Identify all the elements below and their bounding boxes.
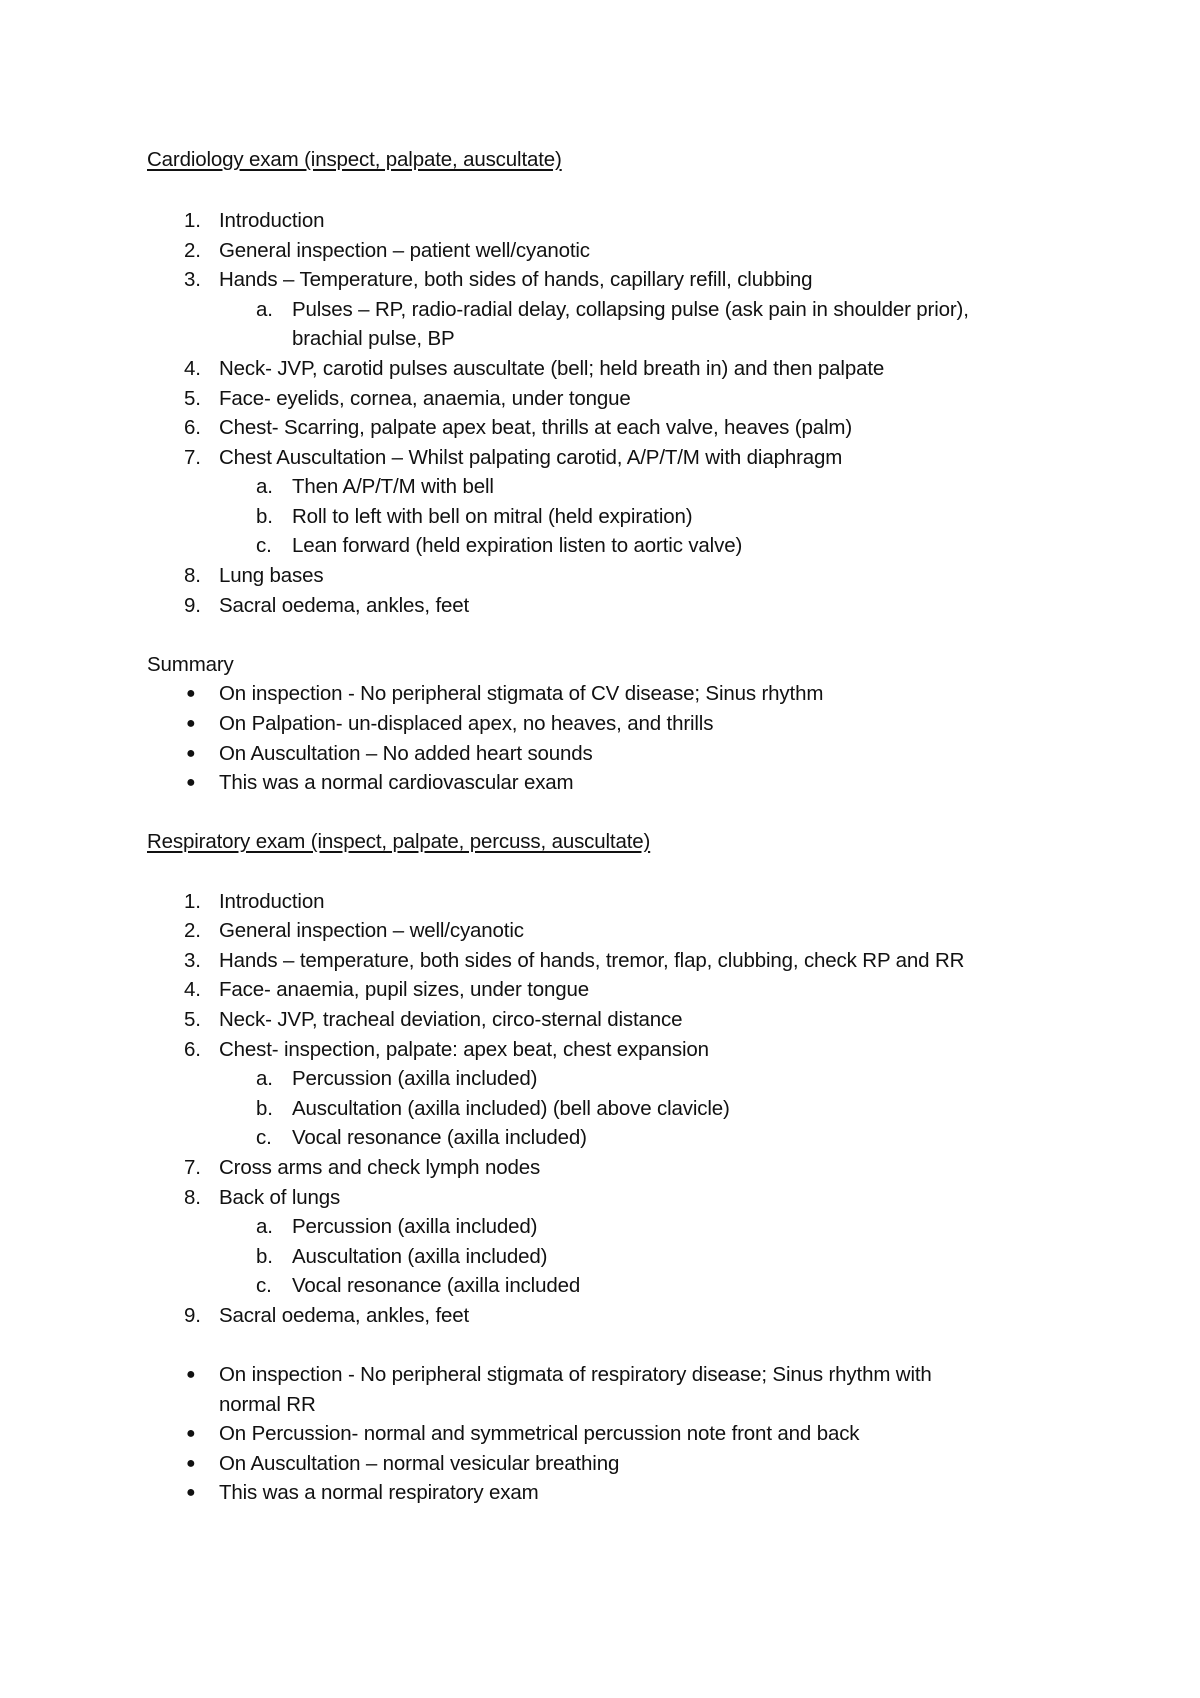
list-item: Chest Auscultation – Whilst palpating carotid, A/P/T/M with diaphragm	[219, 446, 843, 469]
list-item: Introduction	[219, 890, 325, 913]
sub-list-item: Auscultation (axilla included) (bell above clavicle)	[292, 1097, 730, 1120]
bullet-icon: ●	[186, 685, 196, 702]
list-item: Neck- JVP, tracheal deviation, circo-sternal distance	[219, 1008, 683, 1031]
sub-list-item: Lean forward (held expiration listen to aortic valve)	[292, 534, 743, 557]
list-item: Neck- JVP, carotid pulses auscultate (bell; held breath in) and then palpate	[219, 357, 885, 380]
bullet-icon: ●	[186, 745, 196, 762]
sub-list-item: Percussion (axilla included)	[292, 1215, 538, 1238]
list-item: Lung bases	[219, 564, 324, 587]
list-number: 3.	[184, 949, 201, 972]
sub-list-item: Auscultation (axilla included)	[292, 1245, 548, 1268]
sub-list-letter: a.	[256, 1067, 273, 1090]
list-item: Chest- inspection, palpate: apex beat, chest expansion	[219, 1038, 709, 1061]
list-number: 2.	[184, 919, 201, 942]
list-number: 9.	[184, 594, 201, 617]
list-number: 1.	[184, 209, 201, 232]
bullet-icon: ●	[186, 1484, 196, 1501]
sub-list-letter: c.	[256, 1274, 272, 1297]
bullet-icon: ●	[186, 1366, 196, 1383]
list-item: Back of lungs	[219, 1186, 341, 1209]
summary-item: On inspection - No peripheral stigmata of CV disease; Sinus rhythm	[219, 682, 824, 705]
list-number: 5.	[184, 1008, 201, 1031]
sub-list-letter: a.	[256, 1215, 273, 1238]
list-item: Chest- Scarring, palpate apex beat, thrills at each valve, heaves (palm)	[219, 416, 852, 439]
summary-item: On Auscultation – No added heart sounds	[219, 742, 593, 765]
summary-item: On Palpation- un-displaced apex, no heaves, and thrills	[219, 712, 714, 735]
sub-list-item: Roll to left with bell on mitral (held expiration)	[292, 505, 693, 528]
list-number: 3.	[184, 268, 201, 291]
bullet-icon: ●	[186, 715, 196, 732]
sub-list-letter: b.	[256, 1097, 273, 1120]
list-item: General inspection – well/cyanotic	[219, 919, 524, 942]
list-number: 9.	[184, 1304, 201, 1327]
respiratory-heading: Respiratory exam (inspect, palpate, percuss, auscultate)	[147, 830, 651, 853]
list-number: 4.	[184, 978, 201, 1001]
list-item: Cross arms and check lymph nodes	[219, 1156, 541, 1179]
sub-list-item: Vocal resonance (axilla included)	[292, 1126, 587, 1149]
list-number: 8.	[184, 1186, 201, 1209]
sub-list-letter: c.	[256, 1126, 272, 1149]
sub-list-letter: a.	[256, 298, 273, 321]
list-number: 5.	[184, 387, 201, 410]
summary-item: This was a normal respiratory exam	[219, 1481, 539, 1504]
list-number: 4.	[184, 357, 201, 380]
summary-item: This was a normal cardiovascular exam	[219, 771, 574, 794]
list-item: Hands – Temperature, both sides of hands, capillary refill, clubbing	[219, 268, 813, 291]
bullet-icon: ●	[186, 774, 196, 791]
list-number: 7.	[184, 446, 201, 469]
list-item: General inspection – patient well/cyanotic	[219, 239, 590, 262]
sub-list-item: Then A/P/T/M with bell	[292, 475, 494, 498]
sub-list-letter: b.	[256, 505, 273, 528]
sub-list-item: Vocal resonance (axilla included	[292, 1274, 581, 1297]
list-item: Face- eyelids, cornea, anaemia, under tongue	[219, 387, 631, 410]
sub-list-letter: a.	[256, 475, 273, 498]
sub-list-item-continuation: brachial pulse, BP	[292, 327, 455, 350]
list-number: 2.	[184, 239, 201, 262]
summary-item-continuation: normal RR	[219, 1393, 316, 1416]
list-item: Face- anaemia, pupil sizes, under tongue	[219, 978, 590, 1001]
summary-item: On Auscultation – normal vesicular breathing	[219, 1452, 620, 1475]
list-item: Sacral oedema, ankles, feet	[219, 594, 470, 617]
list-number: 1.	[184, 890, 201, 913]
list-item: Sacral oedema, ankles, feet	[219, 1304, 470, 1327]
sub-list-letter: c.	[256, 534, 272, 557]
summary-item: On Percussion- normal and symmetrical percussion note front and back	[219, 1422, 860, 1445]
bullet-icon: ●	[186, 1425, 196, 1442]
list-item: Introduction	[219, 209, 325, 232]
list-number: 6.	[184, 416, 201, 439]
summary-label: Summary	[147, 653, 234, 676]
list-item: Hands – temperature, both sides of hands, tremor, flap, clubbing, check RP and RR	[219, 949, 965, 972]
list-number: 7.	[184, 1156, 201, 1179]
list-number: 6.	[184, 1038, 201, 1061]
sub-list-letter: b.	[256, 1245, 273, 1268]
sub-list-item: Percussion (axilla included)	[292, 1067, 538, 1090]
sub-list-item: Pulses – RP, radio-radial delay, collapsing pulse (ask pain in shoulder prior),	[292, 298, 969, 321]
list-number: 8.	[184, 564, 201, 587]
bullet-icon: ●	[186, 1455, 196, 1472]
cardiology-heading: Cardiology exam (inspect, palpate, auscultate)	[147, 148, 562, 171]
summary-item: On inspection - No peripheral stigmata of respiratory disease; Sinus rhythm with	[219, 1363, 932, 1386]
